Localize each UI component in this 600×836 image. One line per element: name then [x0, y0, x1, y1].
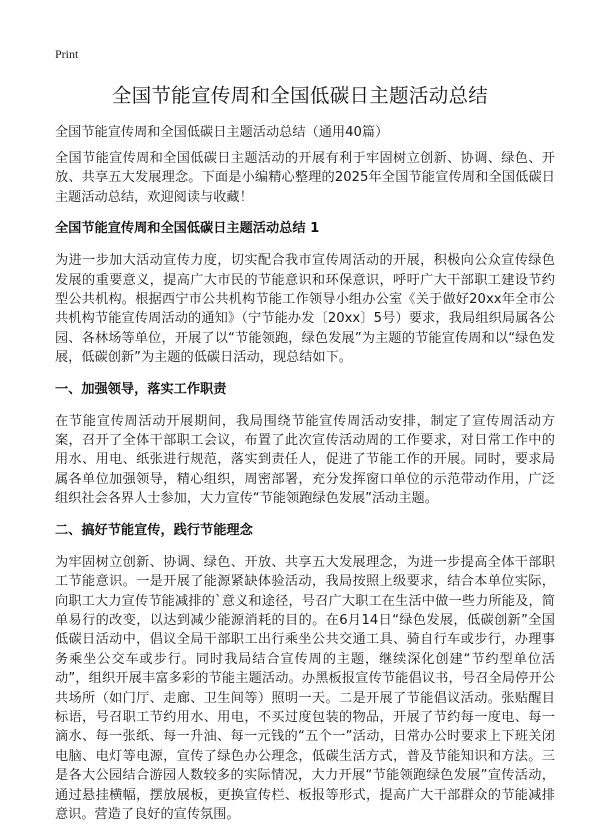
document-title: 全国节能宣传周和全国低碳日主题活动总结 [111, 84, 489, 107]
part-2-body: 为牢固树立创新、协调、绿色、开放、共享五大发展理念，为进一步提高全体干部职工节能意识。一是开展了能源紧缺体验活动，我局按照上级要求，结合本单位实际，向职工大力宣传节能减排的`意义和途径，号召广大职工在生活中做一些力所能及，简单易行的改变，以达到减少能源消耗的目的。在6月14日“绿色发展，低碳创新”全国低碳日活动中，倡议全局干部职工出行乘坐公共交通工具、骑自行车或步行，办理事务乘坐公交车或步行。同时我局结合宣传周的主题，继续深化创建“节约型单位活动”，组织开展丰富多彩的节能主题活动。办黑板报宣传节能倡议书，号召全局停开公共场所（如门厅、走廊、卫生间等）照明一天。二是开展了节能倡议活动。张贴醒目标语，号召职工节约用水、用电，不买过度包装的物品，开展了节约每一度电、每一滴水、每一张纸、每一升油、每一元钱的“五个一”活动，日常办公时要求上下班关闭电脑、电灯等电源，宣传了绿色办公理念，低碳生活方式，普及节能知识和方法。三是各大公园结合游园人数较多的实际情况，大力开展“节能领跑绿色发展”宣传活动，通过悬挂横幅，摆放展板，更换宣传栏、板报等形式，提高广大干部群众的节能减排意识。营造了良好的宣传氛围。 [55, 554, 555, 822]
print-label[interactable]: Print [55, 47, 79, 61]
document-subtitle: 全国节能宣传周和全国低碳日主题活动总结（通用40篇） [55, 125, 389, 140]
part-1-heading: 一、加强领导，落实工作职责 [55, 381, 227, 397]
section-intro-paragraph: 为进一步加大活动宣传力度，切实配合我市宣传周活动的开展，积极向公众宣传绿色发展的重要意义，提高广大市民的节能意识和环保意识，呼吁广大干部职工建设节约型公共机构。根据西宁市公共机构节能工作领导小组办公室《关于做好20xx年全市公共机构节能宣传周活动的通知》（宁节能办发〔20xx〕5号）要求，我局组织局属各公园、各林场等单位，开展了以“节能领跑，绿色发展”为主题的节能宣传周和以“绿色发展，低碳创新”为主题的低碳日活动，现总结如下。 [55, 253, 555, 366]
part-1-body: 在节能宣传周活动开展期间，我局围绕节能宣传周活动安排，制定了宣传周活动方案，召开了全体干部职工会议，布置了此次宣传活动周的工作要求，对日常工作中的用水、用电、纸张进行规范，落实到责任人，促进了节能工作的开展。同时，要求局属各单位加强领导，精心组织，周密部署，充分发挥窗口单位的示范带动作用，广泛组织社会各界人士参加，大力宣传“节能领跑绿色发展”活动主题。 [55, 413, 555, 507]
section-title: 全国节能宣传周和全国低碳日主题活动总结 1 [55, 221, 320, 237]
document-body [55, 149, 555, 836]
part-2-heading: 二、搞好节能宣传，践行节能理念 [55, 522, 253, 538]
intro-paragraph: 全国节能宣传周和全国低碳日主题活动的开展有利于牢固树立创新、协调、绿色、开放、共享五大发展理念。下面是小编精心整理的2025年全国节能宣传周和全国低碳日主题活动总结，欢迎阅读与收藏！ [55, 151, 555, 205]
